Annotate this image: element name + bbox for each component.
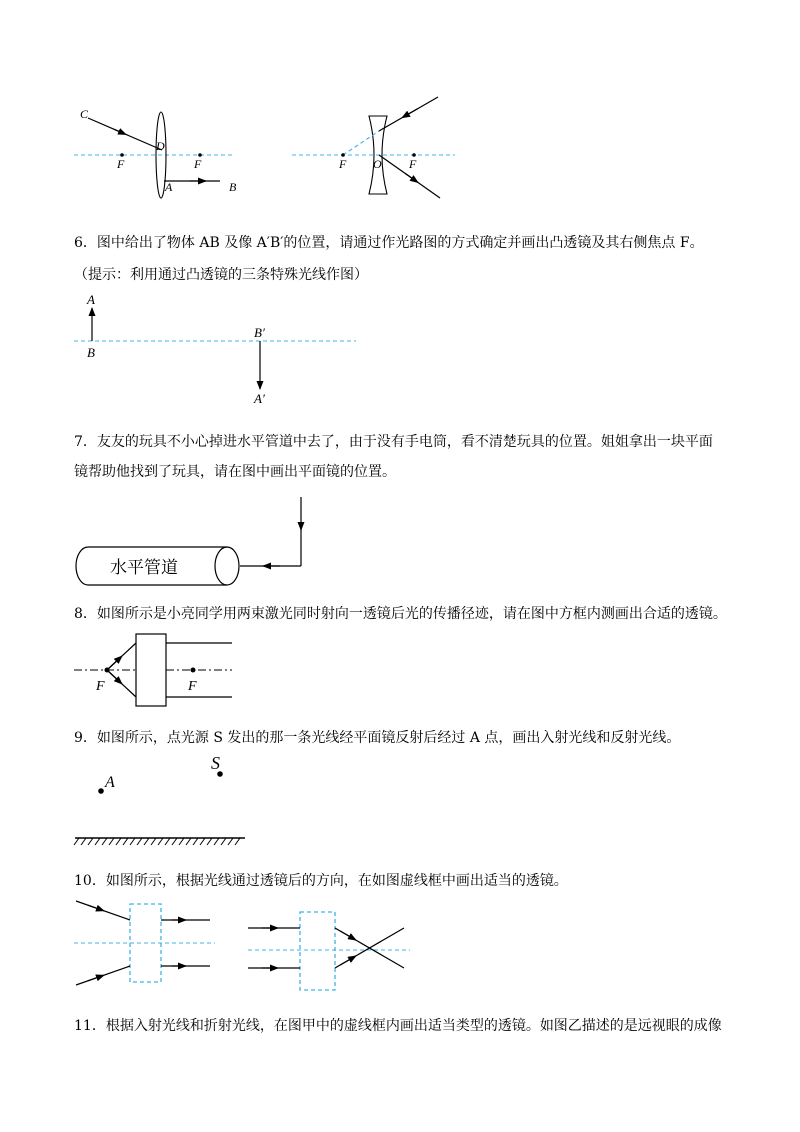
label-s: S <box>211 753 220 773</box>
hatch-mark <box>172 838 177 845</box>
hatch-mark <box>74 838 79 845</box>
ray-arrow <box>114 129 126 134</box>
q7-figure <box>76 497 301 585</box>
q10-figure-right <box>248 912 410 990</box>
hatch-mark <box>179 838 184 845</box>
label-o: O <box>373 157 382 171</box>
label-b: B <box>87 345 95 360</box>
question-6-hint: （提示：利用通过凸透镜的三条特殊光线作图） <box>74 267 368 283</box>
hatch-mark <box>186 838 191 845</box>
hatch-mark <box>130 838 135 845</box>
ray-arrow <box>340 931 356 940</box>
hatch-mark <box>221 838 226 845</box>
label-a: A <box>105 774 115 791</box>
question-8: 8．如图所示是小亮同学用两束激光同时射向一透镜后光的传播径迹，请在图中方框内测画出合适的透镜。 <box>74 606 727 622</box>
label-f-left: F <box>339 157 347 171</box>
q8-figure <box>74 634 232 706</box>
label-d: D <box>156 139 165 153</box>
hatch-mark <box>200 838 205 845</box>
question-7-line1: 7．友友的玩具不小心掉进水平管道中去了，由于没有手电筒，看不清楚玩具的位置。姐姐拿出一块平面 <box>74 434 713 450</box>
label-b: B <box>229 180 237 194</box>
point-a <box>98 788 104 794</box>
hatch-mark <box>88 838 93 845</box>
label-a: A <box>165 180 173 194</box>
convex-lens-figure <box>74 107 237 198</box>
hatch-mark <box>137 838 142 845</box>
label-f-right: F <box>194 157 202 171</box>
label-f-left: F <box>96 679 105 694</box>
ray-arrow <box>88 975 104 981</box>
question-9: 9．如图所示，点光源 S 发出的那一条光线经平面镜反射后经过 A 点，画出入射光线和反射光线。 <box>74 730 681 746</box>
mirror-hatching <box>74 838 240 845</box>
question-7-line2: 镜帮助他找到了玩具，请在图中画出平面镜的位置。 <box>74 464 396 480</box>
question-10: 10．如图所示，根据光线通过透镜后的方向，在如图虚线框中画出适当的透镜。 <box>74 873 568 889</box>
hatch-mark <box>102 838 107 845</box>
label-b-prime: B′ <box>254 325 265 340</box>
hatch-mark <box>228 838 233 845</box>
q10-figure-left <box>74 901 215 985</box>
label-c: C <box>80 107 89 121</box>
label-a: A <box>87 292 95 307</box>
hatch-mark <box>214 838 219 845</box>
ray-arrow <box>88 905 104 911</box>
hatch-mark <box>95 838 100 845</box>
focus-dot-right <box>191 668 196 673</box>
hatch-mark <box>193 838 198 845</box>
question-6: 6．图中给出了物体 AB 及像 A′B′的位置，请通过作光路图的方式确定并画出凸透镜及其右侧焦点 F。 <box>74 235 704 251</box>
hatch-mark <box>123 838 128 845</box>
ray-arrow <box>405 173 418 182</box>
hatch-mark <box>109 838 114 845</box>
lens-box <box>136 634 166 706</box>
pipe-label: 水平管道 <box>110 558 178 578</box>
label-f-left: F <box>117 157 125 171</box>
hatch-mark <box>116 838 121 845</box>
pipe-opening <box>215 547 239 585</box>
q9-figure <box>74 753 245 845</box>
dashed-lens-box <box>300 912 335 990</box>
ray-arrow <box>107 670 122 684</box>
hatch-mark <box>158 838 163 845</box>
label-f-right: F <box>188 679 197 694</box>
label-a-prime: A′ <box>254 391 265 406</box>
hatch-mark <box>81 838 86 845</box>
concave-lens-figure <box>292 97 455 198</box>
hatch-mark <box>151 838 156 845</box>
hatch-mark <box>144 838 149 845</box>
hatch-mark <box>165 838 170 845</box>
hatch-mark <box>207 838 212 845</box>
q6-figure <box>74 292 356 406</box>
label-f-right: F <box>409 157 417 171</box>
question-11: 11．根据入射光线和折射光线，在图甲中的虚线框内画出适当类型的透镜。如图乙描述的是远视眼的成像 <box>74 1018 722 1034</box>
ray-arrow <box>402 109 418 118</box>
ray-arrow <box>107 656 122 670</box>
hatch-mark <box>235 838 240 845</box>
ray-arrow <box>340 956 356 965</box>
